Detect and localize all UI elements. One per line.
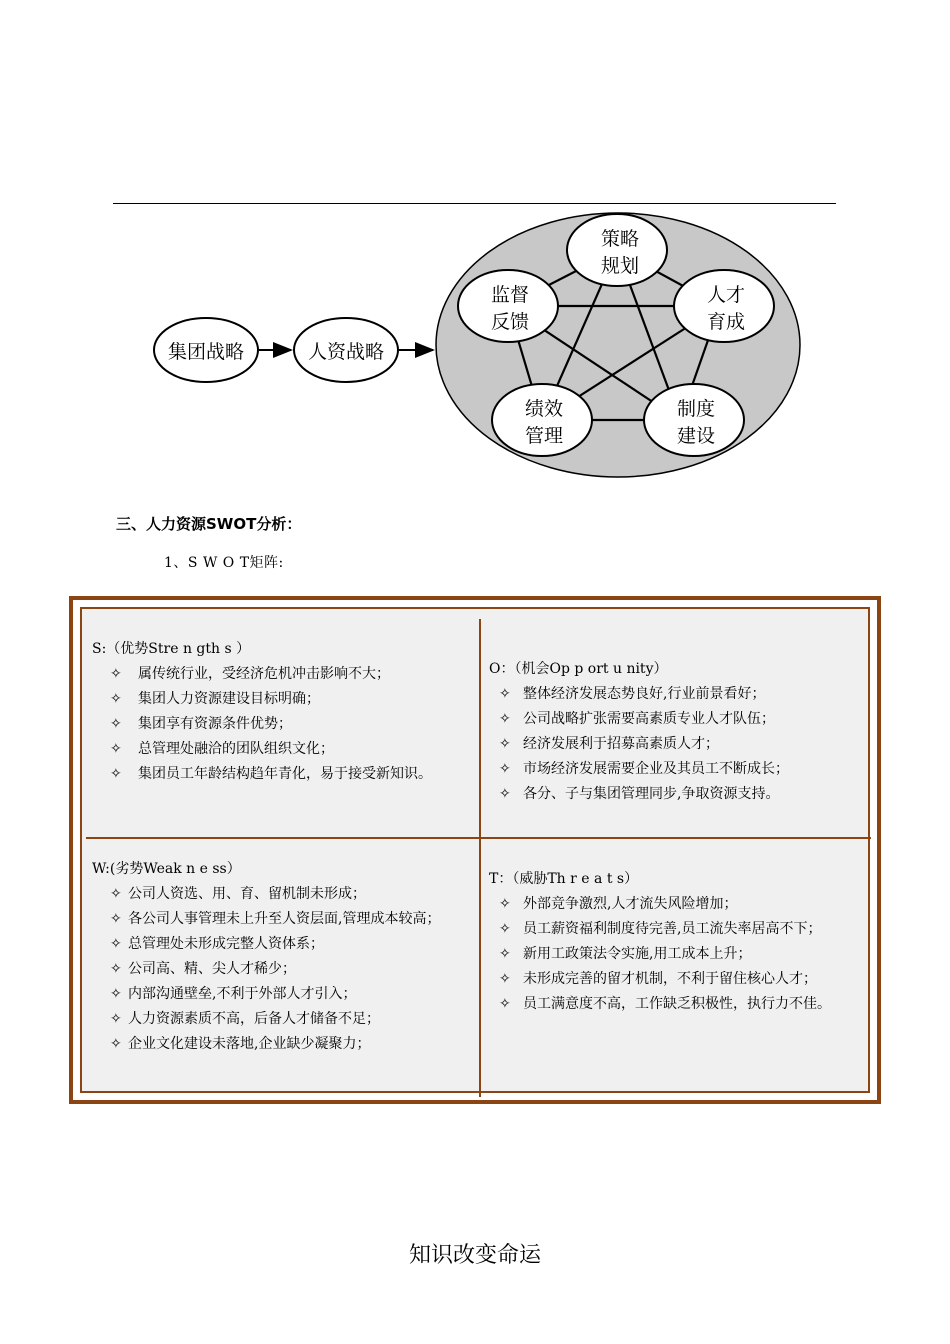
swot-item — [489, 917, 867, 942]
diamond-bullet-icon: ✧ — [110, 986, 122, 1002]
swot-item — [489, 782, 867, 807]
node-label: 管理 — [524, 425, 564, 447]
diamond-bullet-icon: ✧ — [110, 911, 122, 927]
diamond-bullet-icon: ✧ — [499, 896, 511, 912]
threats-list — [489, 892, 867, 1017]
swot-item — [92, 957, 473, 982]
sub-title: 1、S W O T矩阵: — [164, 555, 284, 571]
node-label: 监督 — [490, 284, 530, 306]
diamond-bullet-icon: ✧ — [499, 761, 511, 777]
swot-item — [92, 882, 473, 907]
swot-item — [489, 757, 867, 782]
diamond-bullet-icon: ✧ — [499, 711, 511, 727]
swot-item-text: 各分、子与集团管理同步,争取资源支持。 — [523, 786, 780, 802]
swot-item — [489, 992, 867, 1017]
node-system-building — [644, 384, 744, 456]
diamond-bullet-icon: ✧ — [110, 691, 122, 707]
swot-threats-cell — [481, 839, 871, 1097]
swot-item-text: 公司人资选、用、育、留机制未形成； — [128, 886, 366, 902]
swot-item — [489, 707, 867, 732]
swot-item — [489, 892, 867, 917]
swot-item-text: 经济发展利于招募高素质人才； — [523, 736, 719, 752]
swot-item-text: 员工满意度不高，工作缺乏积极性，执行力不佳。 — [523, 996, 831, 1012]
strengths-list — [92, 662, 473, 787]
swot-strengths-cell — [86, 619, 481, 839]
swot-item — [489, 732, 867, 757]
node-label: 制度 — [676, 398, 716, 420]
diamond-bullet-icon: ✧ — [110, 766, 122, 782]
diamond-bullet-icon: ✧ — [499, 996, 511, 1012]
swot-item — [489, 942, 867, 967]
diamond-bullet-icon: ✧ — [110, 716, 122, 732]
swot-item — [92, 662, 473, 687]
swot-item — [92, 982, 473, 1007]
swot-item-text: 整体经济发展态势良好,行业前景看好； — [523, 686, 766, 702]
diamond-bullet-icon: ✧ — [499, 736, 511, 752]
footer-motto: 知识改变命运 — [408, 1243, 541, 1268]
swot-item — [92, 712, 473, 737]
swot-item — [92, 737, 473, 762]
hr-strategy-label: 人资战略 — [307, 341, 385, 363]
group-strategy-node — [154, 318, 258, 382]
node-label: 策略 — [600, 228, 640, 250]
weaknesses-title: W:(劣势Weak n e ss） — [92, 861, 241, 877]
swot-item-text: 公司战略扩张需要高素质专业人才队伍； — [523, 711, 775, 727]
swot-item — [92, 1007, 473, 1032]
diamond-bullet-icon: ✧ — [499, 786, 511, 802]
swot-item-text: 总管理处融洽的团队组织文化； — [138, 741, 334, 757]
diamond-bullet-icon: ✧ — [110, 961, 122, 977]
diamond-bullet-icon: ✧ — [110, 666, 122, 682]
swot-item — [92, 1032, 473, 1057]
opportunities-list — [489, 682, 867, 807]
strengths-title: S:（优势Stre n gth s ） — [92, 641, 251, 657]
swot-item-text: 属传统行业，受经济危机冲击影响不大； — [138, 666, 390, 682]
section-title: 三、人力资源SWOT分析： — [116, 515, 302, 533]
swot-item — [92, 907, 473, 932]
swot-item-text: 各公司人事管理未上升至人资层面,管理成本较高； — [128, 911, 441, 927]
swot-item-text: 企业文化建设未落地,企业缺少凝聚力； — [128, 1036, 371, 1052]
swot-item-text: 未形成完善的留才机制，不利于留住核心人才； — [523, 971, 817, 987]
swot-item-text: 公司高、精、尖人才稀少； — [128, 961, 296, 977]
swot-item — [489, 682, 867, 707]
node-label: 反馈 — [490, 311, 530, 333]
diamond-bullet-icon: ✧ — [499, 921, 511, 937]
swot-item-text: 集团人力资源建设目标明确； — [138, 691, 320, 707]
node-label: 育成 — [706, 311, 746, 333]
diamond-bullet-icon: ✧ — [110, 886, 122, 902]
node-performance-management — [492, 384, 592, 456]
diamond-bullet-icon: ✧ — [110, 1036, 122, 1052]
swot-opportunities-cell — [481, 619, 871, 839]
threats-title: T：（威胁Th r e a t s） — [489, 871, 639, 887]
diamond-bullet-icon: ✧ — [110, 1011, 122, 1027]
swot-matrix — [69, 596, 881, 1104]
swot-item-text: 集团员工年龄结构趋年青化，易于接受新知识。 — [138, 766, 432, 782]
swot-item-text: 市场经济发展需要企业及其员工不断成长； — [523, 761, 789, 777]
weaknesses-list — [92, 882, 473, 1057]
node-supervision-feedback — [458, 270, 558, 342]
swot-item — [92, 687, 473, 712]
diamond-bullet-icon: ✧ — [499, 971, 511, 987]
swot-weaknesses-cell — [86, 839, 481, 1097]
swot-item-text: 集团享有资源条件优势； — [138, 716, 292, 732]
swot-item-text: 人力资源素质不高，后备人才储备不足； — [128, 1011, 380, 1027]
node-talent-development — [674, 270, 774, 342]
diamond-bullet-icon: ✧ — [110, 741, 122, 757]
opportunities-title: O：（机会Op p ort u nity） — [489, 661, 668, 677]
node-label: 规划 — [600, 255, 640, 277]
swot-item — [92, 932, 473, 957]
swot-item — [489, 967, 867, 992]
swot-item-text: 外部竞争激烈,人才流失风险增加； — [523, 896, 738, 912]
diamond-bullet-icon: ✧ — [110, 936, 122, 952]
swot-item-text: 总管理处未形成完整人资体系； — [128, 936, 324, 952]
diamond-bullet-icon: ✧ — [499, 946, 511, 962]
group-strategy-label: 集团战略 — [167, 341, 245, 363]
node-label: 建设 — [676, 425, 716, 447]
node-label: 人才 — [706, 284, 746, 306]
swot-item-text: 内部沟通壁垒,不利于外部人才引入； — [128, 986, 357, 1002]
hr-strategy-node — [294, 318, 398, 382]
swot-item-text: 新用工政策法令实施,用工成本上升； — [523, 946, 752, 962]
node-label: 绩效 — [524, 398, 564, 420]
diamond-bullet-icon: ✧ — [499, 686, 511, 702]
hr-strategy-diagram — [0, 0, 950, 500]
node-strategic-planning — [567, 214, 667, 286]
swot-item — [92, 762, 473, 787]
swot-inner-frame — [80, 607, 870, 1093]
swot-item-text: 员工薪资福利制度待完善,员工流失率居高不下； — [523, 921, 822, 937]
